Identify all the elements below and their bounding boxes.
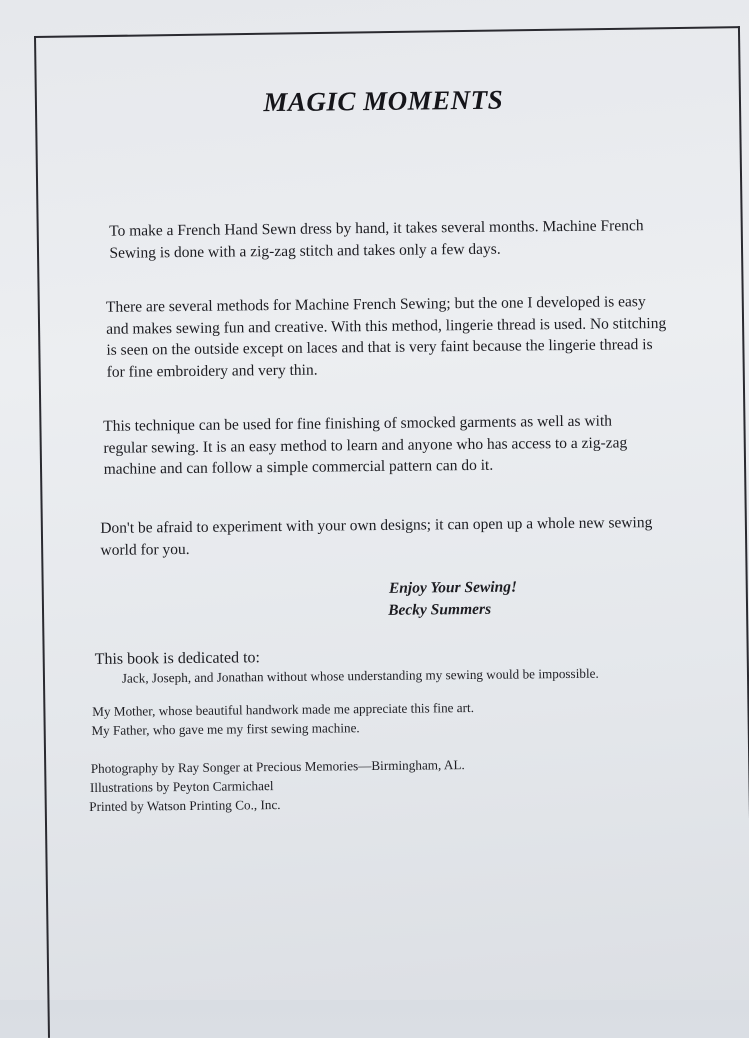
- credit-illustrations: Illustrations by Peyton Carmichael: [89, 778, 274, 795]
- signoff-greeting: Enjoy Your Sewing!: [388, 578, 518, 597]
- dedication-line-family: Jack, Joseph, and Jonathan without whose understanding my sewing would be impossible.: [121, 665, 599, 686]
- paragraph-methods: There are several methods for Machine French Sewing; but the one I developed is easy and makes sewing fun and creative. With this method, lingerie thread is used. No stitching is seen on the outside except on laces and that is very faint because the lingerie thread is for fine embroidery and very thin.: [105, 293, 667, 381]
- page-title: MAGIC MOMENTS: [263, 84, 504, 118]
- signoff-author: Becky Summers: [388, 600, 492, 619]
- dedication-heading: This book is dedicated to:: [94, 649, 261, 668]
- paragraph-experiment: Don't be afraid to experiment with your own designs; it can open up a whole new sewing world for you.: [100, 514, 653, 559]
- credit-photography: Photography by Ray Songer at Precious Memories—Birmingham, AL.: [90, 757, 465, 776]
- paragraph-intro: To make a French Hand Sewn dress by hand, it takes several months. Machine French Sewing is done with a zig-zag stitch and takes only a few days.: [109, 217, 644, 262]
- dedication-line-mother: My Mother, whose beautiful handwork made me appreciate this fine art.: [92, 699, 475, 719]
- credit-printer: Printed by Watson Printing Co., Inc.: [89, 797, 281, 815]
- paragraph-technique: This technique can be used for fine finishing of smocked garments as well as with regular sewing. It is an easy method to learn and anyone who has access to a zig-zag machine and can follow a simple commercial pattern can do it.: [103, 412, 628, 478]
- dedication-line-father: My Father, who gave me my first sewing machine.: [91, 720, 360, 738]
